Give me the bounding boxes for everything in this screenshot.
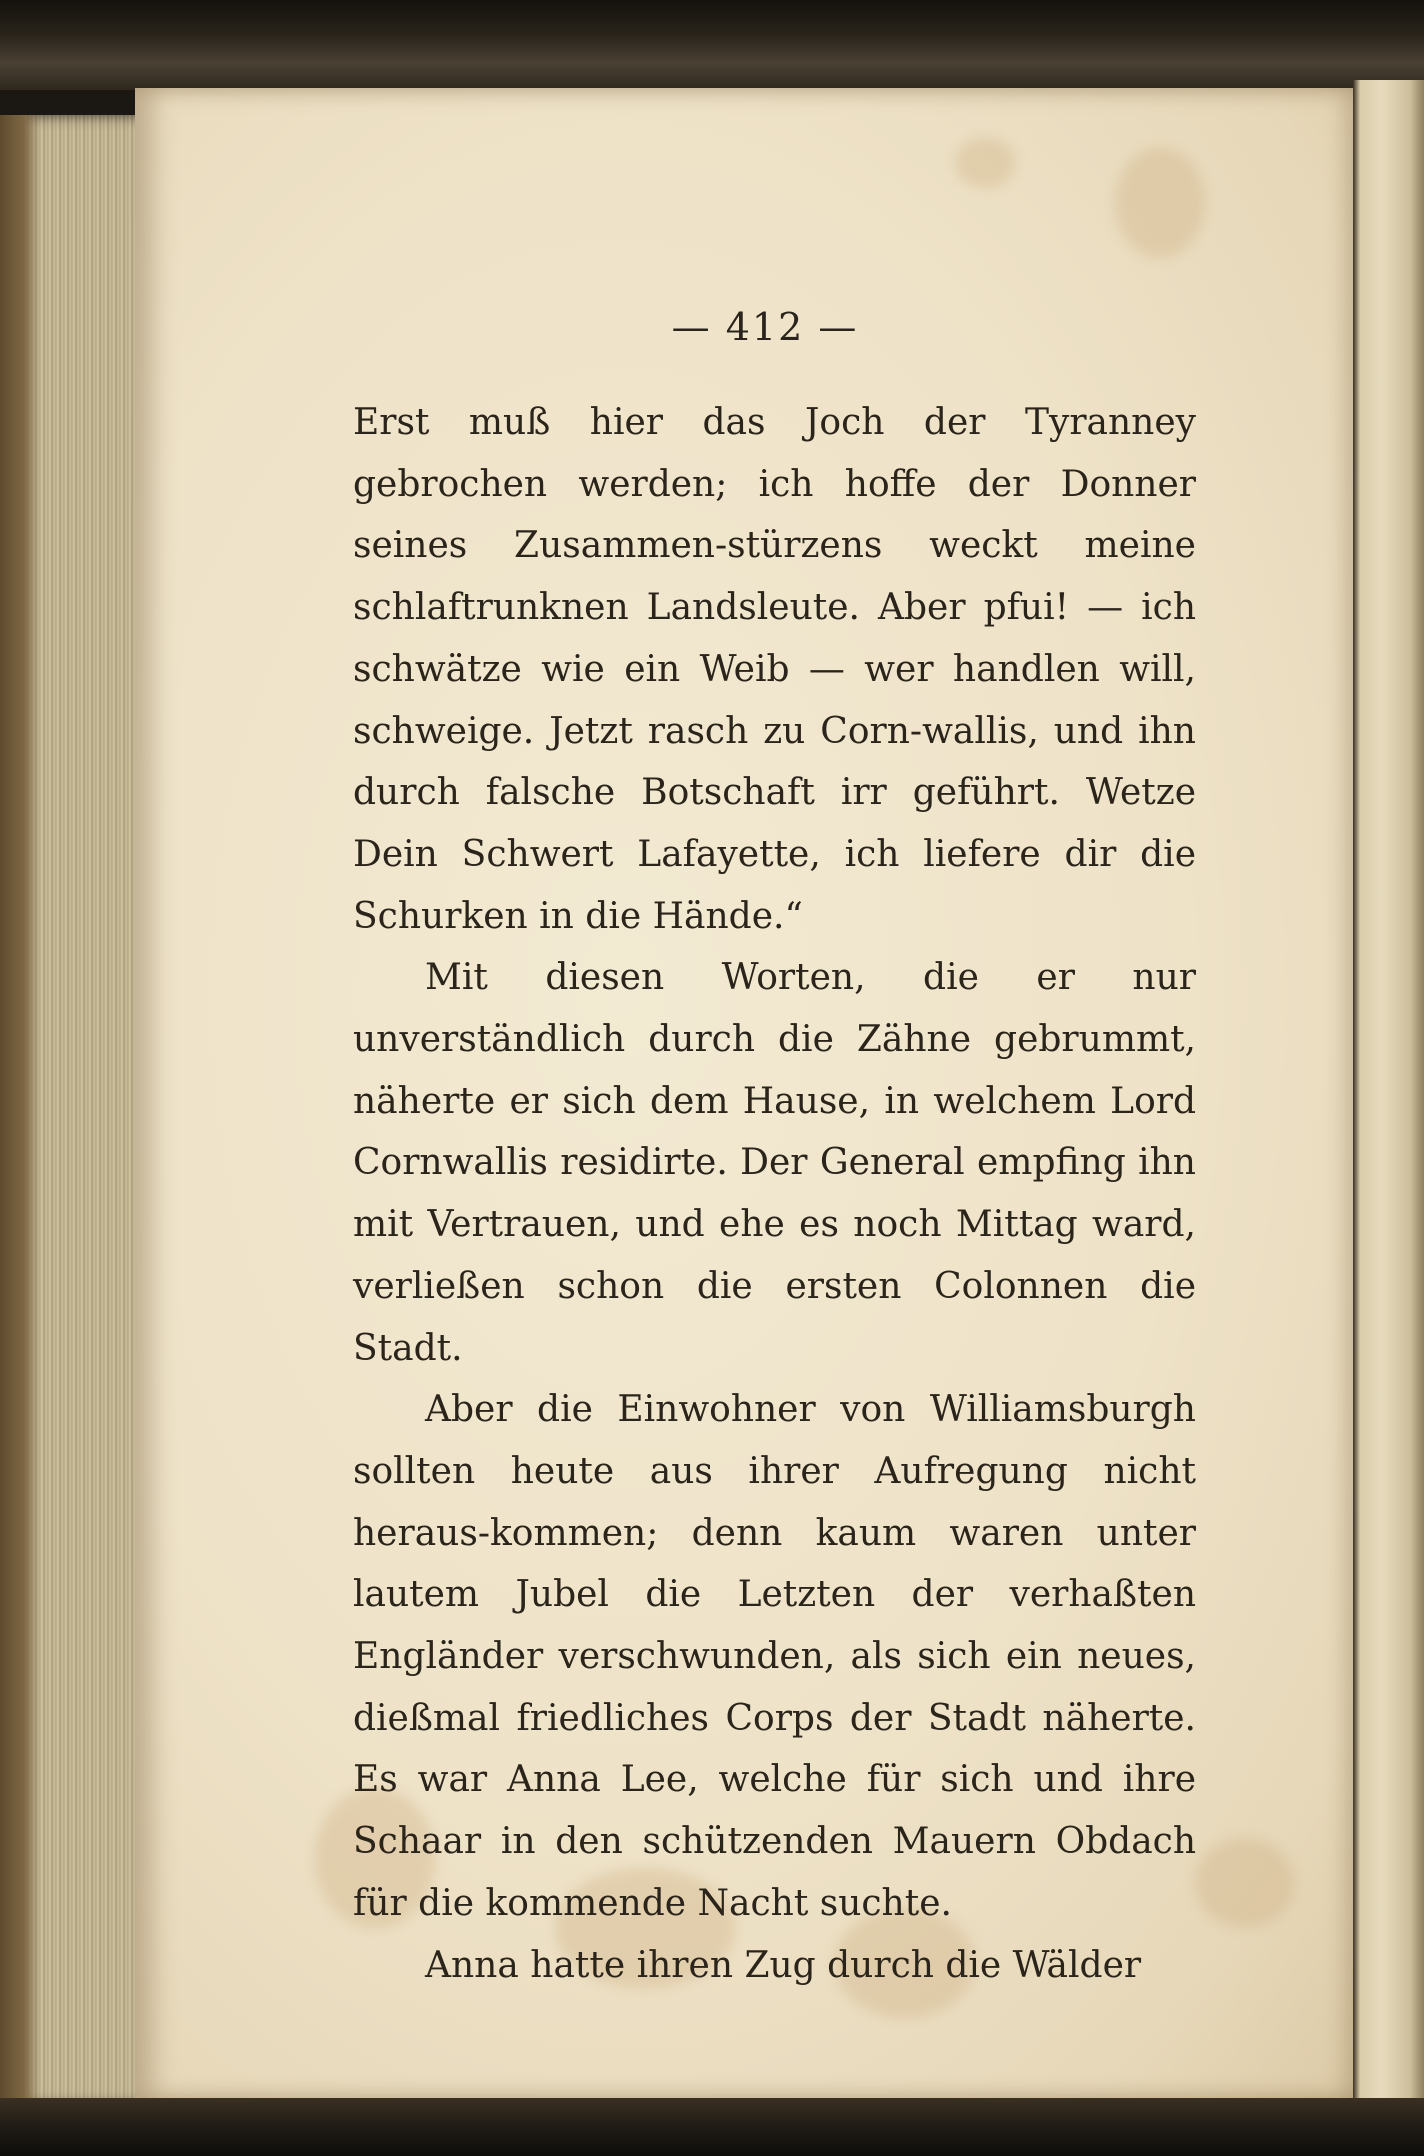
- paragraph: Aber die Einwohner von Williamsburgh sollten heute aus ihrer Aufregung nicht heraus-kommen; denn kaum waren unter lautem Jubel die Letzten der verhaßten Engländer verschwunden, als sich ein neues, dießmal friedliches Corps der Stadt näherte. Es war Anna Lee, welche für sich und ihre Schaar in den schützenden Mauern Obdach für die kommende Nacht suchte.: [353, 1389, 1196, 1924]
- book-bottom-edge: [0, 2098, 1424, 2156]
- body-text: [353, 392, 1196, 1996]
- facing-page-edge: [1353, 80, 1424, 2110]
- paragraph: Anna hatte ihren Zug durch die Wälder: [425, 1944, 1142, 1986]
- page-number: — 412 —: [671, 305, 859, 349]
- paper-stain: [1195, 1838, 1295, 1928]
- book-top-edge: [0, 0, 1424, 90]
- paragraph: Mit diesen Worten, die er nur unverständlich durch die Zähne gebrummt, näherte er sich dem Hause, in welchem Lord Cornwallis residirte. Der General empfing ihn mit Vertrauen, und ehe es noch Mittag ward, verließen schon die ersten Colonnen die Stadt.: [353, 957, 1196, 1369]
- paper-stain: [955, 138, 1015, 188]
- paper-stain: [1115, 148, 1205, 258]
- paragraph: Erst muß hier das Joch der Tyranney gebrochen werden; ich hoffe der Donner seines Zusammen-stürzens weckt meine schlaftrunknen Landsleute. Aber pfui! — ich schwätze wie ein Weib — wer handlen will, schweige. Jetzt rasch zu Corn-wallis, und ihn durch falsche Botschaft irr geführt. Wetze Dein Schwert Lafayette, ich liefere dir die Schurken in die Hände.“: [353, 402, 1196, 937]
